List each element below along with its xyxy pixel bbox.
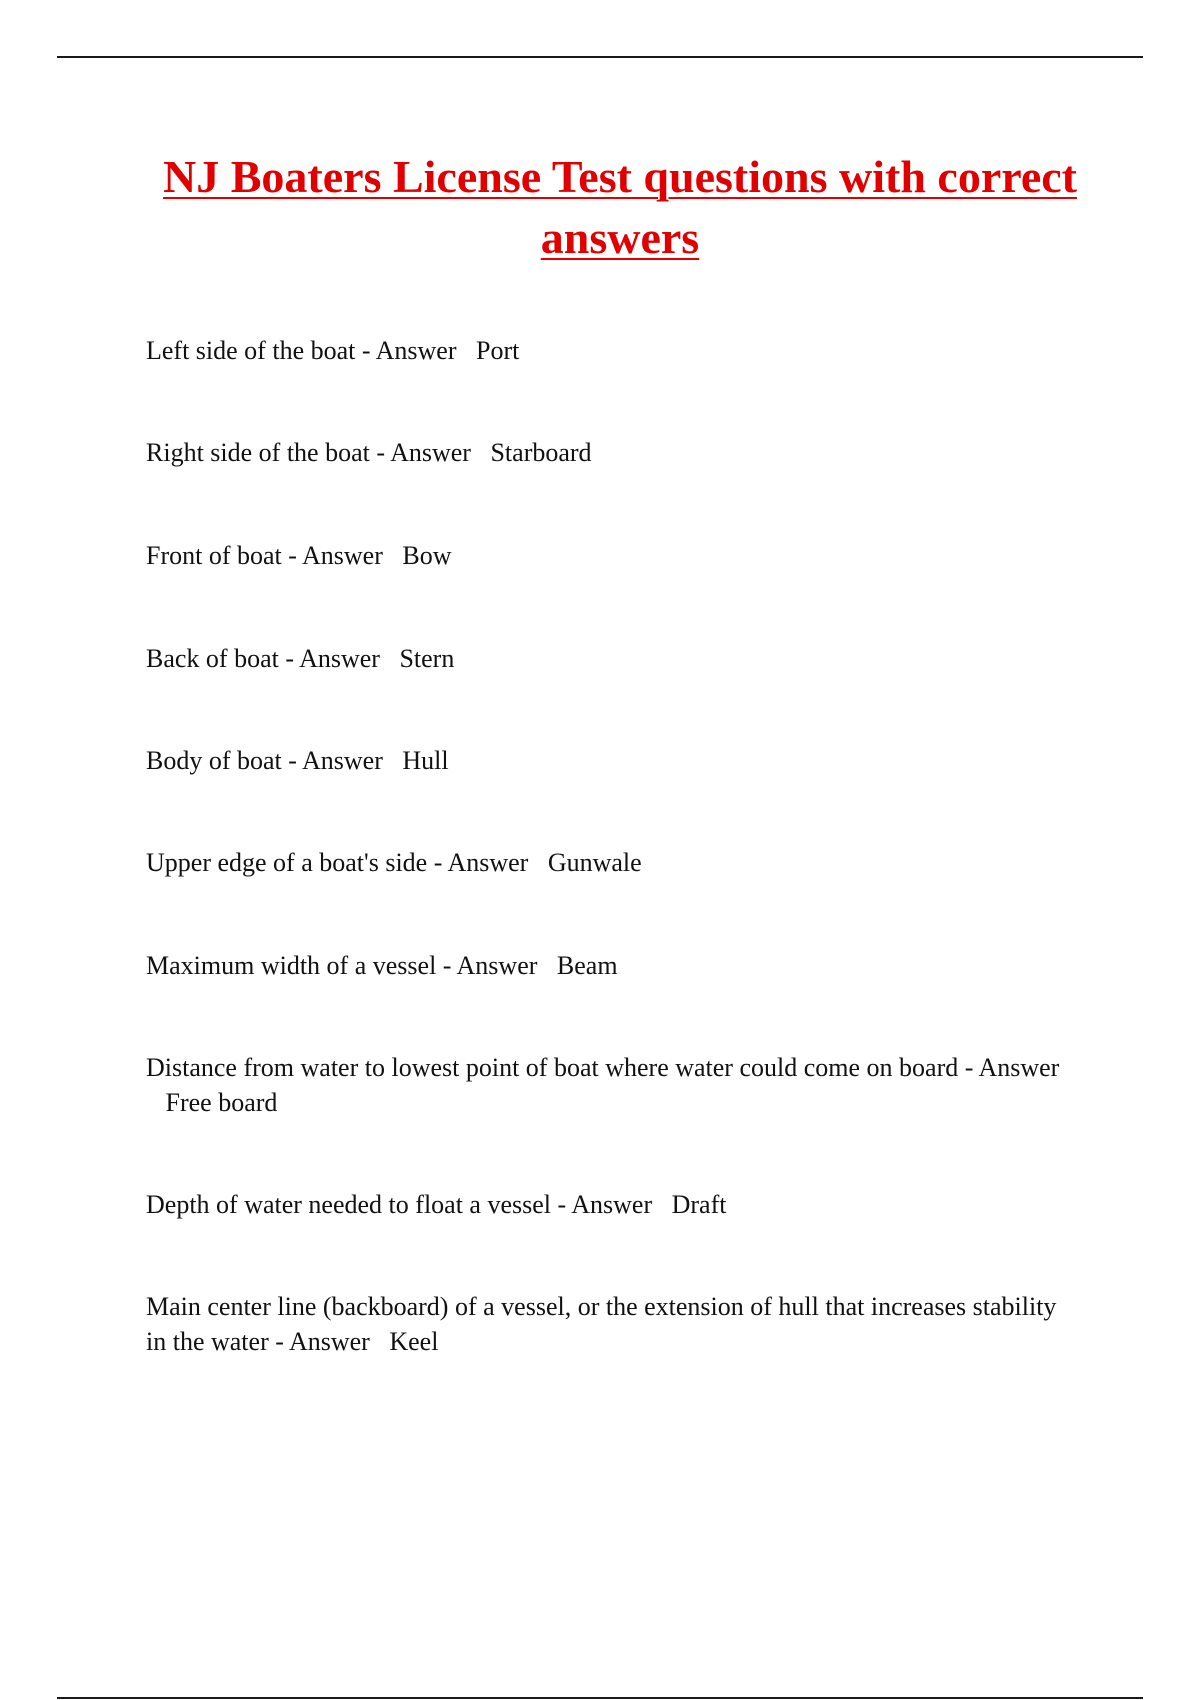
answer-label: Answer xyxy=(447,848,529,877)
question-text: Upper edge of a boat's side xyxy=(146,848,428,877)
answer-text: Beam xyxy=(556,951,618,980)
question-text: Right side of the boat xyxy=(146,438,370,467)
answer-label: Answer xyxy=(978,1053,1060,1082)
qa-item: Left side of the boat - Answer Port xyxy=(146,336,520,365)
question-text: Front of boat xyxy=(146,541,282,570)
answer-label: Answer xyxy=(390,438,471,467)
answer-text: Hull xyxy=(402,746,449,775)
qa-item: Right side of the boat - Answer Starboard xyxy=(146,438,592,467)
answer-text: Free board xyxy=(165,1088,278,1117)
page-title: NJ Boaters License Test questions with correct answers xyxy=(163,151,1077,263)
qa-item: Front of boat - Answer Bow xyxy=(146,541,452,570)
qa-item: Maximum width of a vessel - Answer Beam xyxy=(146,951,618,980)
question-text: Maximum width of a vessel xyxy=(146,951,437,980)
qa-item: Back of boat - Answer Stern xyxy=(146,644,455,673)
answer-text: Starboard xyxy=(490,438,592,467)
answer-label: Answer xyxy=(302,746,383,775)
answer-label: Answer xyxy=(456,951,538,980)
answer-label: Answer xyxy=(375,336,457,365)
question-text: Depth of water needed to float a vessel xyxy=(146,1190,552,1219)
qa-item: Body of boat - Answer Hull xyxy=(146,746,449,775)
answer-text: Port xyxy=(475,336,520,365)
answer-text: Keel xyxy=(389,1327,439,1356)
answer-label: Answer xyxy=(288,1327,370,1356)
answer-label: Answer xyxy=(571,1190,653,1219)
answer-text: Draft xyxy=(671,1190,727,1219)
question-text: Main center line (backboard) of a vessel, or the extension of hull that increases stability in the water xyxy=(146,1292,1057,1356)
qa-item: Depth of water needed to float a vessel - Answer Draft xyxy=(146,1190,727,1219)
qa-item: Upper edge of a boat's side - Answer Gunwale xyxy=(146,848,642,877)
qa-item: Distance from water to lowest point of boat where water could come on board - Answer Free board xyxy=(146,1053,1060,1117)
answer-label: Answer xyxy=(302,541,383,570)
answer-text: Gunwale xyxy=(547,848,642,877)
qa-item: Main center line (backboard) of a vessel, or the extension of hull that increases stability in the water - Answer Keel xyxy=(146,1292,1057,1356)
question-text: Distance from water to lowest point of boat where water could come on board xyxy=(146,1053,959,1082)
question-text: Back of boat xyxy=(146,644,279,673)
answer-text: Bow xyxy=(402,541,452,570)
answer-label: Answer xyxy=(299,644,380,673)
bottom-rule xyxy=(57,1697,1143,1699)
question-text: Left side of the boat xyxy=(146,336,356,365)
question-text: Body of boat xyxy=(146,746,282,775)
top-rule xyxy=(57,56,1143,58)
answer-text: Stern xyxy=(399,644,455,673)
